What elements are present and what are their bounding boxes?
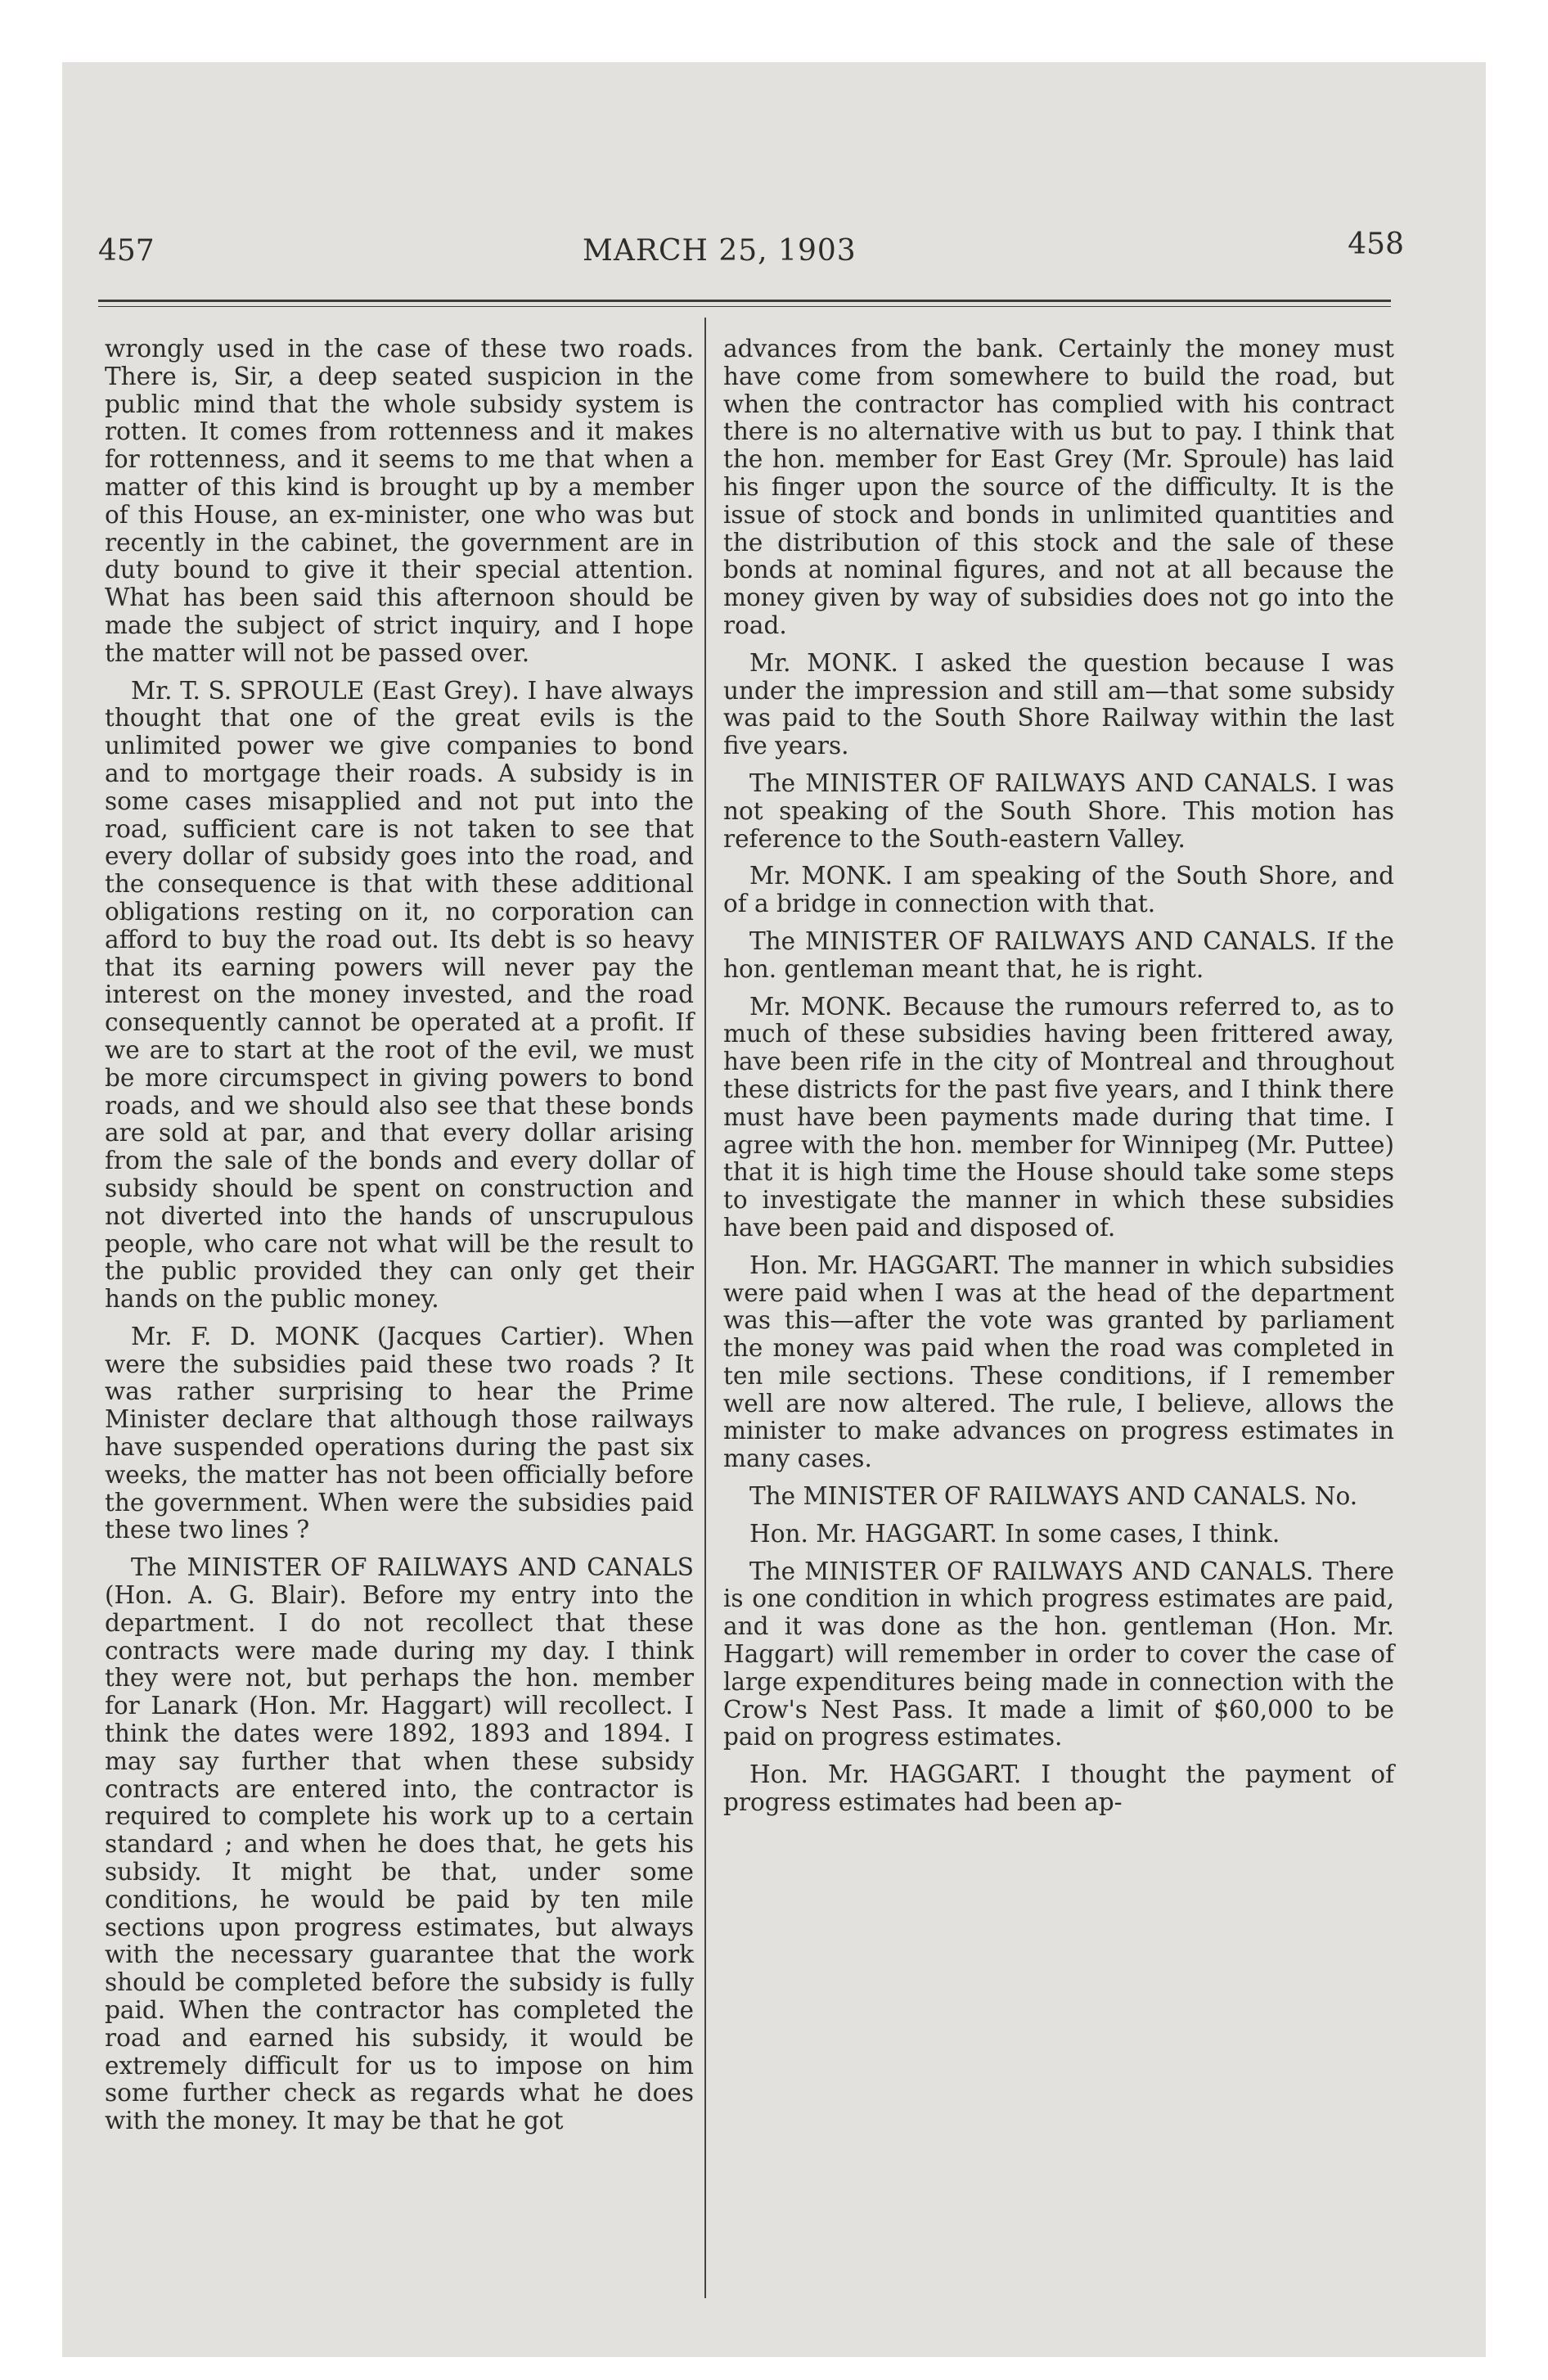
paragraph: Mr. MONK. Because the rumours referred to, as to much of these subsidies having been frittered away, have been rife in the city of Montreal and throughout these districts for the past five years, and I think there must have been payments made during that time. I agree with the hon. member for Winnipeg (Mr. Puttee) that it is high time the House should take some steps to investigate the manner in which these subsidies have been paid and disposed of.: [723, 992, 1394, 1242]
paragraph: Hon. Mr. HAGGART. I thought the payment of progress estimates had been ap-: [723, 1760, 1394, 1817]
paragraph: Mr. T. S. SPROULE (East Grey). I have always thought that one of the great evils is the unlimited power we give companies to bond and to mortgage their roads. A subsidy is in some cases misapplied and not put into the road, sufficient care is not taken to see that every dollar of subsidy goes into the road, and the consequence is that with these additional obligations resting on it, no corporation can afford to buy the road out. Its debt is so heavy that its earning powers will never pay the interest on the money invested, and the road consequently cannot be operated at a profit. If we are to start at the root of the evil, we must be more circumspect in giving powers to bond roads, and we should also see that these bonds are sold at par, and that every dollar arising from the sale of the bonds and every dollar of subsidy should be spent on construction and not diverted into the hands of unscrupulous people, who care not what will be the result to the public provided they can only get their hands on the public money.: [105, 676, 694, 1314]
page-header: [62, 228, 1486, 283]
page-date: MARCH 25, 1903: [583, 234, 857, 268]
right-column: [723, 336, 1394, 1827]
paragraph: The MINISTER OF RAILWAYS AND CANALS (Hon. A. G. Blair). Before my entry into the department. I do not recollect that these contracts were made during my day. I think they were not, but perhaps the hon. member for Lanark (Hon. Mr. Haggart) will recollect. I think the dates were 1892, 1893 and 1894. I may say further that when these subsidy contracts are entered into, the contractor is required to complete his work up to a certain standard ; and when he does that, he gets his subsidy. It might be that, under some conditions, he would be paid by ten mile sections upon progress estimates, but always with the necessary guarantee that the work should be completed before the subsidy is fully paid. When the contractor has completed the road and earned his subsidy, it would be extremely difficult for us to impose on him some further check as regards what he does with the money. It may be that he got: [105, 1553, 694, 2135]
paragraph: advances from the bank. Certainly the money must have come from somewhere to build the road, but when the contractor has complied with his contract there is no alternative with us but to pay. I think that the hon. member for East Grey (Mr. Sproule) has laid his finger upon the source of the difficulty. It is the issue of stock and bonds in unlimited quantities and the distribution of this stock and the sale of these bonds at nominal figures, and not at all because the money given by way of subsidies does not go into the road.: [723, 335, 1394, 639]
column-divider: [704, 318, 706, 2298]
left-column: [105, 336, 694, 2145]
header-rule: [98, 300, 1391, 302]
paragraph: Mr. F. D. MONK (Jacques Cartier). When were the subsidies paid these two roads ? It was rather surprising to hear the Prime Minister declare that although those railways have suspended operations during the past six weeks, the matter has not been officially before the government. When were the subsidies paid these two lines ?: [105, 1322, 694, 1544]
paragraph: The MINISTER OF RAILWAYS AND CANALS. If the hon. gentleman meant that, he is right.: [723, 926, 1394, 983]
paragraph: Mr. MONK. I am speaking of the South Shore, and of a bridge in connection with that.: [723, 862, 1394, 918]
page-number-left: 457: [98, 234, 155, 268]
scanned-page: [62, 62, 1486, 2357]
header-rule-thin: [98, 306, 1391, 307]
paragraph: wrongly used in the case of these two roads. There is, Sir, a deep seated suspicion in the public mind that the whole subsidy system is rotten. It comes from rottenness and it makes for rottenness, and it seems to me that when a matter of this kind is brought up by a member of this House, an ex-minister, one who was but recently in the cabinet, the government are in duty bound to give it their special attention. What has been said this afternoon should be made the subject of strict inquiry, and I hope the matter will not be passed over.: [105, 335, 694, 667]
paragraph: Hon. Mr. HAGGART. The manner in which subsidies were paid when I was at the head of the department was this—after the vote was granted by parliament the money was paid when the road was completed in ten mile sections. These conditions, if I remember well are now altered. The rule, I believe, allows the minister to make advances on progress estimates in many cases.: [723, 1251, 1394, 1473]
paragraph: Hon. Mr. HAGGART. In some cases, I think.: [749, 1519, 1280, 1548]
paragraph: The MINISTER OF RAILWAYS AND CANALS. No.: [749, 1482, 1358, 1511]
paragraph: Mr. MONK. I asked the question because I was under the impression and still am—that some subsidy was paid to the South Shore Railway within the last five years.: [723, 648, 1394, 760]
paragraph: The MINISTER OF RAILWAYS AND CANALS. There is one condition in which progress estimates are paid, and it was done as the hon. gentleman (Hon. Mr. Haggart) will remember in order to cover the case of large expenditures being made in connection with the Crow's Nest Pass. It made a limit of $60,000 to be paid on progress estimates.: [723, 1557, 1394, 1751]
page-number-right: 458: [1348, 228, 1404, 261]
paragraph: The MINISTER OF RAILWAYS AND CANALS. I was not speaking of the South Shore. This motion has reference to the South-eastern Valley.: [723, 769, 1394, 853]
